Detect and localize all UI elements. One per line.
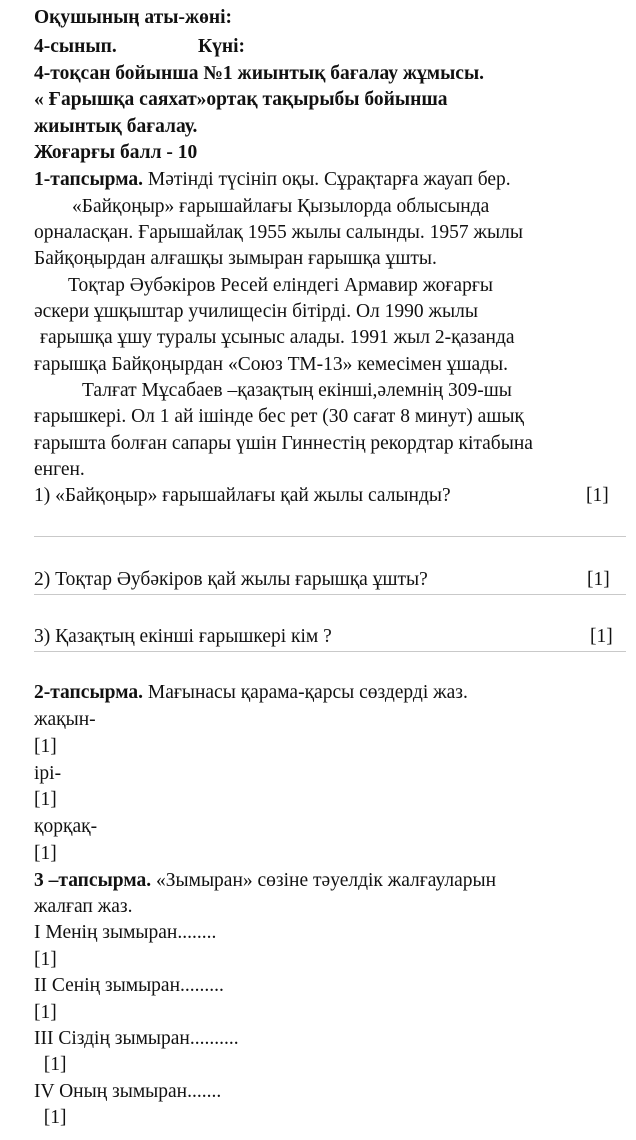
task1-text-line: енген. [34,459,85,480]
points-label: [1] [34,843,57,864]
title-line-2: « Ғарышқа саяхат»ортақ тақырыбы бойынша [34,89,448,110]
task3-instruction: «Зымыран» сөзіне тәуелдік жалғауларын [151,870,497,891]
task1-text-line: Тоқтар Әубәкіров Ресей еліндегі Армавир жоғарғы [68,275,493,296]
points-label: [1] [34,949,57,970]
max-score: Жоғарғы балл - 10 [34,142,198,163]
task2-word: жақын- [34,709,96,730]
task1-heading [34,167,511,193]
task1-text-line: орналасқан. Ғарышайлақ 1955 жылы салынды. 1957 жылы [34,222,523,243]
points-label: [1] [590,626,613,647]
points-label: [1] [34,1002,57,1023]
task1-text-line: әскери ұшқыштар училищесін бітірді. Ол 1990 жылы [34,301,478,322]
grade-label: 4-сынып. [34,36,117,57]
points-label: [1] [34,1054,67,1075]
question-text: 2) Тоқтар Әубәкіров қай жылы ғарышқа ұшты? [34,569,428,590]
task3-item: III Сіздің зымыран.......... [34,1028,239,1049]
answer-line [34,594,626,595]
date-label: Күні: [198,36,246,57]
task1-text-line: ғарышқа ұшу туралы ұсыныс алады. 1991 жыл 2-қазанда [40,327,515,348]
task2-heading [34,680,468,706]
task2-label: 2-тапсырма. [34,682,143,703]
points-label: [1] [587,569,610,590]
task3-heading [34,868,496,894]
points-label: [1] [586,485,609,506]
task3-item: IV Оның зымыран....... [34,1081,222,1102]
task1-text-line: ғарышкері. Ол 1 ай ішінде бес рет (30 сағат 8 минут) ашық [34,406,524,427]
points-label: [1] [34,789,57,810]
task1-text-line: Байқоңырдан алғашқы зымыран ғарышқа ұшты. [34,248,437,269]
title-line-1: 4-тоқсан бойынша №1 жиынтық бағалау жұмысы. [34,63,485,84]
task1-text-line: «Байқоңыр» ғарышайлағы Қызылорда облысында [72,196,490,217]
task3-item: I Менің зымыран........ [34,922,217,943]
question-2 [34,567,614,593]
task1-text-line: ғарышқа Байқоңырдан «Союз ТМ-13» кемесімен ұшады. [34,354,509,375]
title-line-3: жиынтық бағалау. [34,116,198,137]
points-label: [1] [34,1107,67,1128]
task3-instruction-line2: жалғап жаз. [34,896,133,917]
task1-label: 1-тапсырма. [34,169,143,190]
question-text: 3) Қазақтың екінші ғарышкері кім ? [34,626,332,647]
question-text: 1) «Байқоңыр» ғарышайлағы қай жылы салынды? [34,485,451,506]
task1-instruction: Мәтінді түсініп оқы. Сұрақтарға жауап бер. [143,169,511,190]
answer-line [34,651,626,652]
task1-text-line: Талғат Мұсабаев –қазақтың екінші,әлемнің 309-шы [82,380,512,401]
question-1 [34,483,614,509]
task2-instruction: Мағынасы қарама-қарсы сөздерді жаз. [143,682,468,703]
task3-item: II Сенің зымыран......... [34,975,224,996]
points-label: [1] [34,736,57,757]
grade-date-line [34,34,246,60]
answer-line [34,536,626,537]
student-name-label: Оқушының аты-жөні: [34,7,232,28]
question-3 [34,624,614,650]
task1-text-line: ғарышта болған сапары үшін Гиннестің рекордтар кітабына [34,433,533,454]
task3-label: 3 –тапсырма. [34,870,152,891]
task2-word: қорқақ- [34,816,98,837]
task2-word: ірі- [34,763,62,784]
